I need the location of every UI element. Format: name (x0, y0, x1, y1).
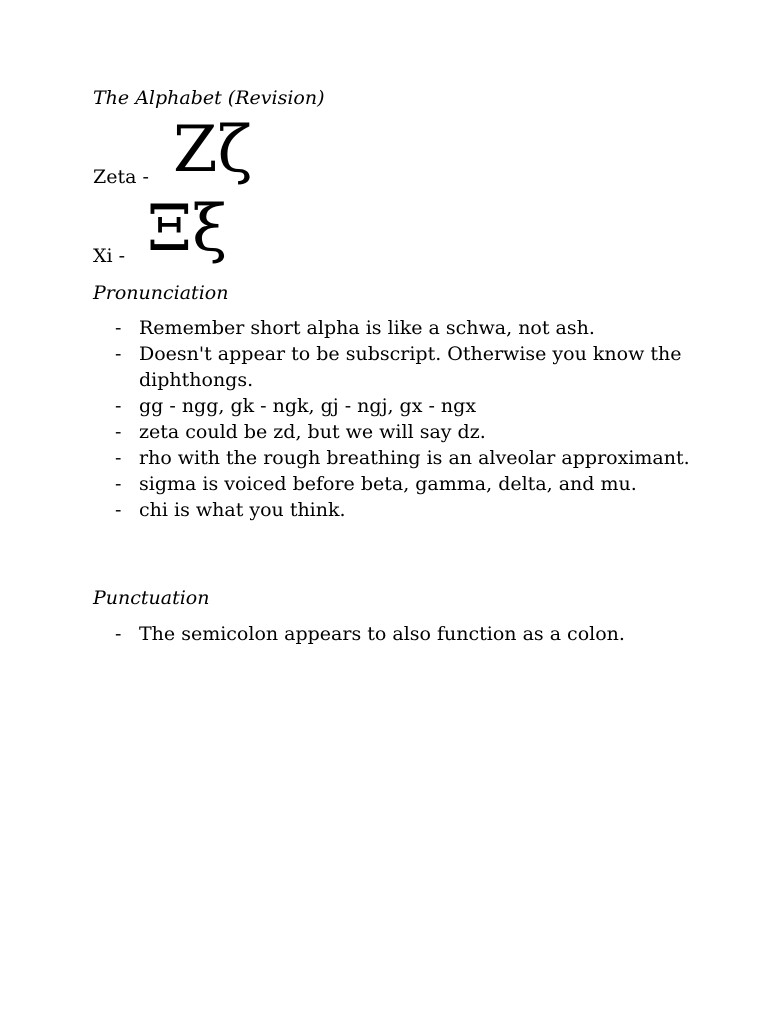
list-item (0, 445, 768, 471)
list-item-text: chi is what you think. (139, 499, 346, 521)
letter-glyph-xi: Ξξ (147, 192, 228, 266)
list-item (0, 341, 768, 393)
document-title: The Alphabet (Revision) (93, 87, 325, 109)
bullet-dash: - (115, 421, 122, 443)
bullet-dash: - (115, 499, 122, 521)
bullet-dash: - (115, 473, 122, 495)
list-item-text: Doesn't appear to be subscript. Otherwise you know the diphthongs. (139, 343, 682, 391)
bullet-dash: - (115, 447, 122, 469)
section-heading-punctuation: Punctuation (93, 587, 210, 609)
list-item-text: gg - ngg, gk - ngk, gj - ngj, gx - ngx (139, 395, 477, 417)
list-item (0, 497, 768, 523)
list-item-text: rho with the rough breathing is an alveolar approximant. (139, 447, 690, 469)
list-item-text: zeta could be zd, but we will say dz. (139, 421, 486, 443)
letter-label-zeta: Zeta - (93, 166, 149, 188)
list-item-text: Remember short alpha is like a schwa, not ash. (139, 317, 595, 339)
bullet-dash: - (115, 395, 122, 417)
list-item (0, 315, 768, 341)
section-heading-pronunciation: Pronunciation (93, 282, 229, 304)
list-item (0, 419, 768, 445)
pronunciation-list (0, 315, 768, 523)
bullet-dash: - (115, 343, 122, 365)
letter-glyph-zeta: Ζζ (173, 113, 253, 187)
bullet-dash: - (115, 317, 122, 339)
bullet-dash: - (115, 623, 122, 645)
list-item-text: sigma is voiced before beta, gamma, delta, and mu. (139, 473, 637, 495)
letter-label-xi: Xi - (93, 245, 126, 267)
list-item (0, 393, 768, 419)
list-item (0, 471, 768, 497)
punctuation-list (0, 621, 768, 647)
list-item-text: The semicolon appears to also function as a colon. (139, 623, 625, 645)
list-item (0, 621, 768, 647)
